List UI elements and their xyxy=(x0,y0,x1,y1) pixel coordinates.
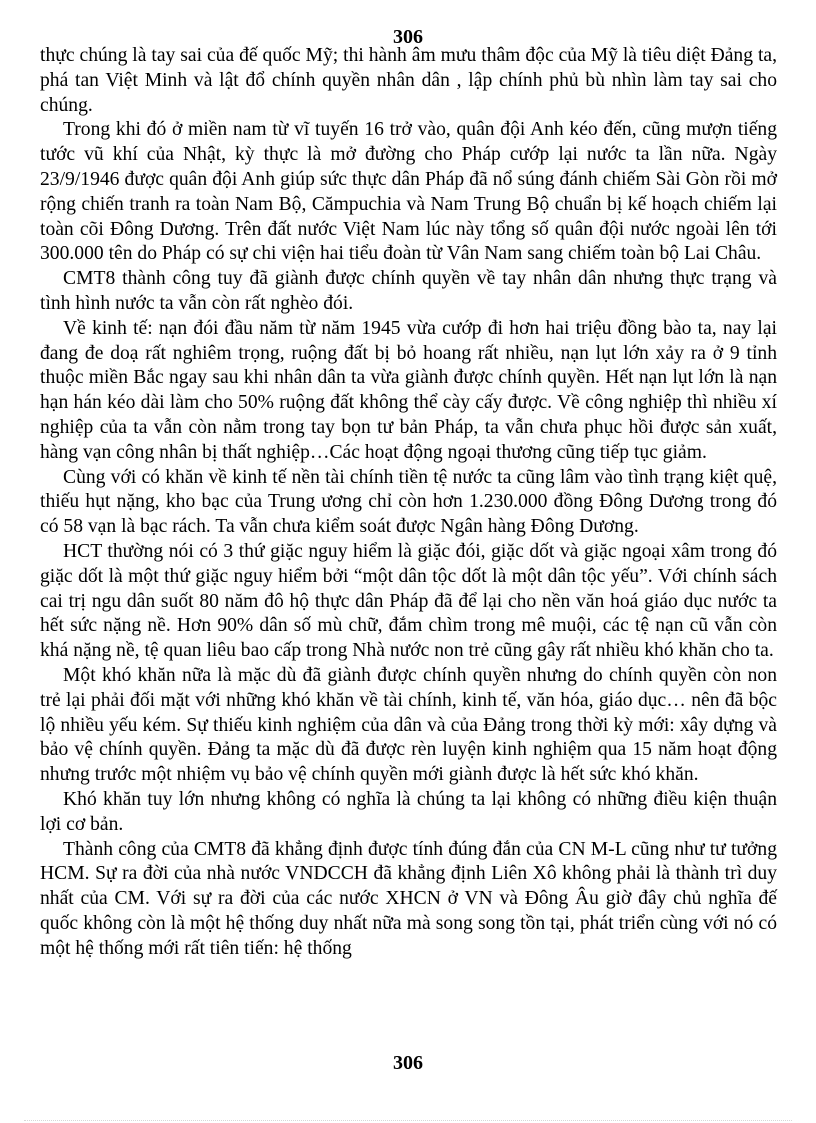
paragraph: thực chúng là tay sai của đế quốc Mỹ; thi hành âm mưu thâm độc của Mỹ là tiêu diệt Đảng ta, phá tan Việt Minh và lật đổ chính quyền nhân dân , lập chính phủ bù nhìn làm tay sai cho chúng. xyxy=(40,45,777,116)
page-number-bottom: 306 xyxy=(393,1052,423,1074)
page-bottom-divider xyxy=(24,1120,792,1121)
paragraph: Về kinh tế: nạn đói đầu năm từ năm 1945 vừa cướp đi hơn hai triệu đồng bào ta, nay lại đang đe doạ rất nghiêm trọng, ruộng đất bị bỏ hoang rất nhiều, nạn lụt lớn xảy ra ở 9 tỉnh thuộc miền Bắc ngay sau khi nhân dân ta vừa giành được chính quyền. Hết nạn lụt lớn là nạn hạn hán kéo dài làm cho 50% ruộng đất không thể cày cấy được. Về công nghiệp thì nhiều xí nghiệp của ta vẫn còn nằm trong tay bọn tư bản Pháp, ta vẫn chưa phục hồi được sản xuất, hàng vạn công nhân bị thất nghiệp…Các hoạt động ngoại thương cũng tiếp tục giảm. xyxy=(40,317,777,463)
paragraph: Trong khi đó ở miền nam từ vĩ tuyến 16 trở vào, quân đội Anh kéo đến, cũng mượn tiếng tước vũ khí của Nhật, kỳ thực là mở đường cho Pháp cướp lại nước ta lần nữa. Ngày 23/9/1946 được quân đội Anh giúp sức thực dân Pháp đã nổ súng đánh chiếm Sài Gòn rồi mở rộng chiến tranh ra toàn Nam Bộ, Cămpuchia và Nam Trung Bộ chuẩn bị kế hoạch chiếm lại toàn cõi Đông Dương. Trên đất nước Việt Nam lúc này tổng số quân đội nước ngoài lên tới 300.000 tên do Pháp có sự chi viện hai tiểu đoàn từ Vân Nam sang chiếm toàn bộ Lai Châu. xyxy=(40,119,777,265)
paragraph: CMT8 thành công tuy đã giành được chính quyền về tay nhân dân nhưng thực trạng và tình hình nước ta vẫn còn rất nghèo đói. xyxy=(40,268,777,314)
document-body xyxy=(40,44,777,961)
paragraph: Khó khăn tuy lớn nhưng không có nghĩa là chúng ta lại không có những điều kiện thuận lợi cơ bản. xyxy=(40,788,777,835)
paragraph: Cùng với có khăn về kinh tế nền tài chính tiền tệ nước ta cũng lâm vào tình trạng kiệt quệ, thiếu hụt nặng, kho bạc của Trung ương chỉ còn hơn 1.230.000 đồng Đông Dương trong đó có 58 vạn là bạc rách. Ta vẫn chưa kiểm soát được Ngân hàng Đông Dương. xyxy=(40,466,777,538)
page-number-top: 306 xyxy=(393,26,423,48)
paragraph: Thành công của CMT8 đã khẳng định được tính đúng đắn của CN M-L cũng như tư tưởng HCM. Sự ra đời của nhà nước VNDCCH đã khẳng định Liên Xô không phải là thành trì duy nhất của CM. Với sự ra đời của các nước XHCN ở VN và Đông Âu giờ đây chủ nghĩa đế quốc không còn là một hệ thống duy nhất nữa mà song song tồn tại, phát triển cùng với nó có một hệ thống mới rất tiên tiến: hệ thống xyxy=(40,838,777,959)
paragraph: Một khó khăn nữa là mặc dù đã giành được chính quyền nhưng do chính quyền còn non trẻ lại phải đối mặt với những khó khăn về tài chính, kinh tế, văn hóa, giáo dục… nên đã bộc lộ nhiều yếu kém. Sự thiếu kinh nghiệm của dân và của Đảng trong thời kỳ mới: xây dựng và bảo vệ chính quyền. Đảng ta mặc dù đã được rèn luyện kinh nghiệm qua 15 năm hoạt động nhưng trước một nhiệm vụ bảo vệ chính quyền mới giành được là hết sức khó khăn. xyxy=(40,664,777,786)
paragraph: HCT thường nói có 3 thứ giặc nguy hiểm là giặc đói, giặc dốt và giặc ngoại xâm trong đó giặc dốt là một thứ giặc nguy hiểm bởi “một dân tộc dốt là một dân tộc yếu”. Với chính sách cai trị ngu dân suốt 80 năm đô hộ thực dân Pháp đã để lại cho nền văn hoá giáo dục nước ta hết sức nặng nề. Hơn 90% dân số mù chữ, đắm chìm trong mê muội, các tệ nạn cũ vẫn còn khá nặng nề, tệ quan liêu bao cấp trong Nhà nước non trẻ cũng gây rất nhiều khó khăn cho ta. xyxy=(40,540,777,662)
